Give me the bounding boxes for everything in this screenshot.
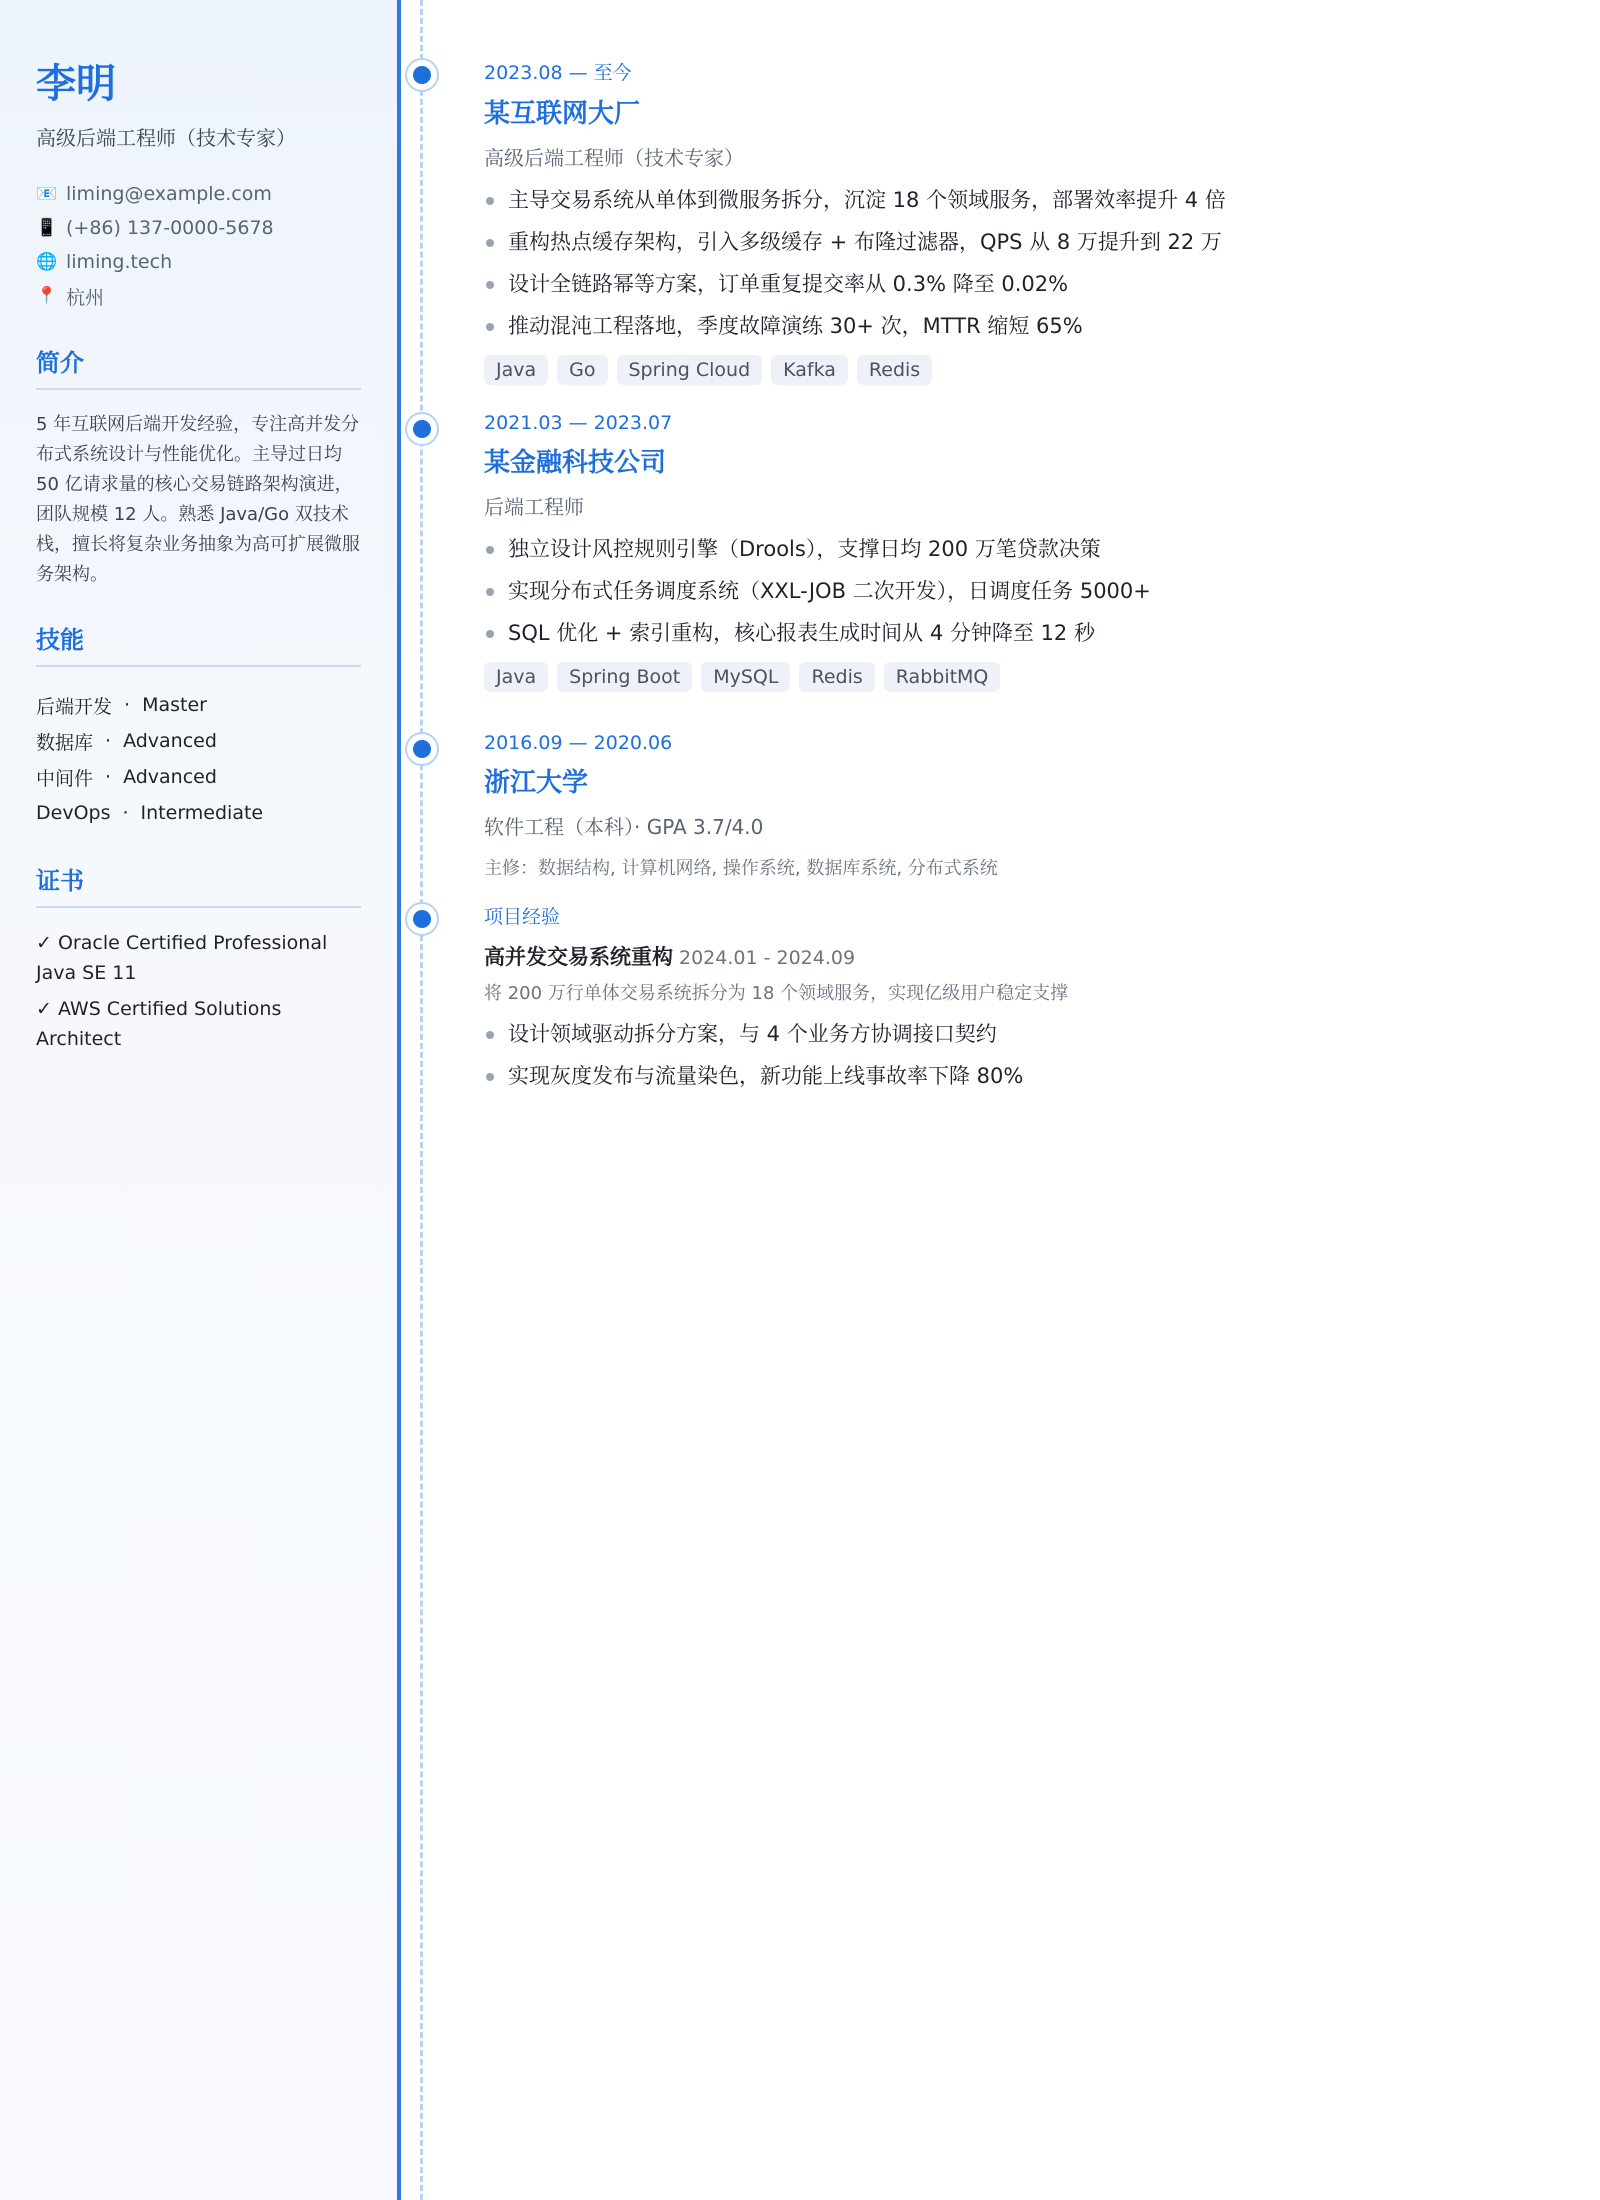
certs-heading: 证书 <box>36 861 361 908</box>
separator-dot: · <box>124 694 131 716</box>
job-company: 某金融科技公司 <box>484 448 667 478</box>
project-title-line <box>484 941 1564 971</box>
project-description: 将 200 万行单体交易系统拆分为 18 个领域服务，实现亿级用户稳定支撑 <box>484 983 1069 1004</box>
tech-tag: Kafka <box>771 355 848 385</box>
project-entry <box>484 902 1564 1097</box>
job-date: 2021.03 — 2023.07 <box>484 412 673 434</box>
skill-name: 后端开发 <box>36 695 113 718</box>
job-role: 后端工程师 <box>484 495 584 519</box>
job-role: 高级后端工程师（技术专家） <box>484 146 744 170</box>
contact-location-text: 杭州 <box>66 286 105 309</box>
contact-list <box>36 177 361 313</box>
candidate-name: 李明 <box>36 61 116 107</box>
education-date: 2016.09 — 2020.06 <box>484 732 673 754</box>
tech-tag: Java <box>484 355 548 385</box>
tech-tag: MySQL <box>701 662 790 692</box>
separator-dot: · <box>122 802 129 824</box>
bullet-item: 独立设计风控规则引擎（Drools），支撑日均 200 万笔贷款决策 <box>484 528 1564 570</box>
skills-list <box>36 687 361 831</box>
project-date: 2024.01 - 2024.09 <box>679 947 856 969</box>
education-degree: 软件工程（本科）· GPA 3.7/4.0 <box>484 815 764 839</box>
timeline-node <box>405 412 439 446</box>
timeline-line <box>420 0 423 2200</box>
bullet-item: SQL 优化 + 索引重构，核心报表生成时间从 4 分钟降至 12 秒 <box>484 612 1564 654</box>
bullet-item: 主导交易系统从单体到微服务拆分，沉淀 18 个领域服务，部署效率提升 4 倍 <box>484 179 1564 221</box>
skill-item <box>36 687 361 723</box>
phone-icon: 📱 <box>36 218 58 238</box>
job-entry <box>484 58 1564 385</box>
candidate-title: 高级后端工程师（技术专家） <box>36 126 296 150</box>
project-name: 高并发交易系统重构 <box>484 945 673 969</box>
education-entry <box>484 732 1564 880</box>
job-company: 某互联网大厂 <box>484 99 641 129</box>
skill-item <box>36 759 361 795</box>
sidebar <box>0 0 397 2200</box>
contact-website[interactable] <box>36 245 361 279</box>
contact-phone[interactable] <box>36 211 361 245</box>
contact-phone-text: (+86) 137-0000-5678 <box>66 217 274 239</box>
project-bullets <box>484 1013 1564 1097</box>
bullet-item: 实现灰度发布与流量染色，新功能上线事故率下降 80% <box>484 1055 1564 1097</box>
contact-website-text: liming.tech <box>66 251 173 273</box>
tech-tag: Redis <box>857 355 932 385</box>
timeline-node <box>405 902 439 936</box>
sidebar-divider <box>397 0 401 2200</box>
job-bullets <box>484 179 1564 347</box>
job-bullets <box>484 528 1564 654</box>
skill-item <box>36 795 361 831</box>
bullet-item: 实现分布式任务调度系统（XXL-JOB 二次开发），日调度任务 5000+ <box>484 570 1564 612</box>
skill-level: Intermediate <box>140 802 264 824</box>
timeline-node <box>405 58 439 92</box>
skills-heading: 技能 <box>36 620 361 667</box>
bullet-item: 重构热点缓存架构，引入多级缓存 + 布隆过滤器，QPS 从 8 万提升到 22 万 <box>484 221 1564 263</box>
job-date: 2023.08 — 至今 <box>484 62 632 84</box>
separator-dot: · <box>105 766 112 788</box>
tech-tag: Go <box>557 355 607 385</box>
job-entry <box>484 412 1564 692</box>
tech-tags <box>484 662 1564 692</box>
email-icon: 📧 <box>36 184 58 204</box>
summary-heading: 简介 <box>36 343 361 390</box>
tech-tag: Java <box>484 662 548 692</box>
tech-tag: RabbitMQ <box>884 662 1001 692</box>
skill-name: 数据库 <box>36 731 94 754</box>
bullet-item: 设计领域驱动拆分方案，与 4 个业务方协调接口契约 <box>484 1013 1564 1055</box>
separator-dot: · <box>105 730 112 752</box>
tech-tag: Spring Boot <box>557 662 692 692</box>
bullet-item: 推动混沌工程落地，季度故障演练 30+ 次，MTTR 缩短 65% <box>484 305 1564 347</box>
cert-item: ✓ AWS Certified Solutions Architect <box>36 998 282 1050</box>
bullet-item: 设计全链路幂等方案，订单重复提交率从 0.3% 降至 0.02% <box>484 263 1564 305</box>
timeline-node <box>405 732 439 766</box>
tech-tag: Redis <box>799 662 874 692</box>
skill-item <box>36 723 361 759</box>
contact-email[interactable] <box>36 177 361 211</box>
skill-level: Advanced <box>123 766 217 788</box>
summary-text: 5 年互联网后端开发经验，专注高并发分布式系统设计与性能优化。主导过日均 50 亿请求量的核心交易链路架构演进，团队规模 12 人。熟悉 Java/Go 双技术栈，擅长将复杂业务抽象为高可扩展微服务架构。 <box>36 414 360 585</box>
tech-tag: Spring Cloud <box>617 355 763 385</box>
skill-name: 中间件 <box>36 767 94 790</box>
tech-tags <box>484 355 1564 385</box>
contact-email-text: liming@example.com <box>66 183 272 205</box>
cert-item: ✓ Oracle Certified Professional Java SE 11 <box>36 932 328 984</box>
certs-list <box>36 928 361 1054</box>
skill-name: DevOps <box>36 802 111 824</box>
education-school: 浙江大学 <box>484 768 589 798</box>
skill-level: Advanced <box>123 730 217 752</box>
skill-level: Master <box>142 694 207 716</box>
globe-icon: 🌐 <box>36 252 58 272</box>
education-courses: 主修：数据结构, 计算机网络, 操作系统, 数据库系统, 分布式系统 <box>484 858 998 879</box>
project-section-label: 项目经验 <box>484 906 561 928</box>
contact-location <box>36 279 361 313</box>
location-pin-icon: 📍 <box>36 286 58 306</box>
